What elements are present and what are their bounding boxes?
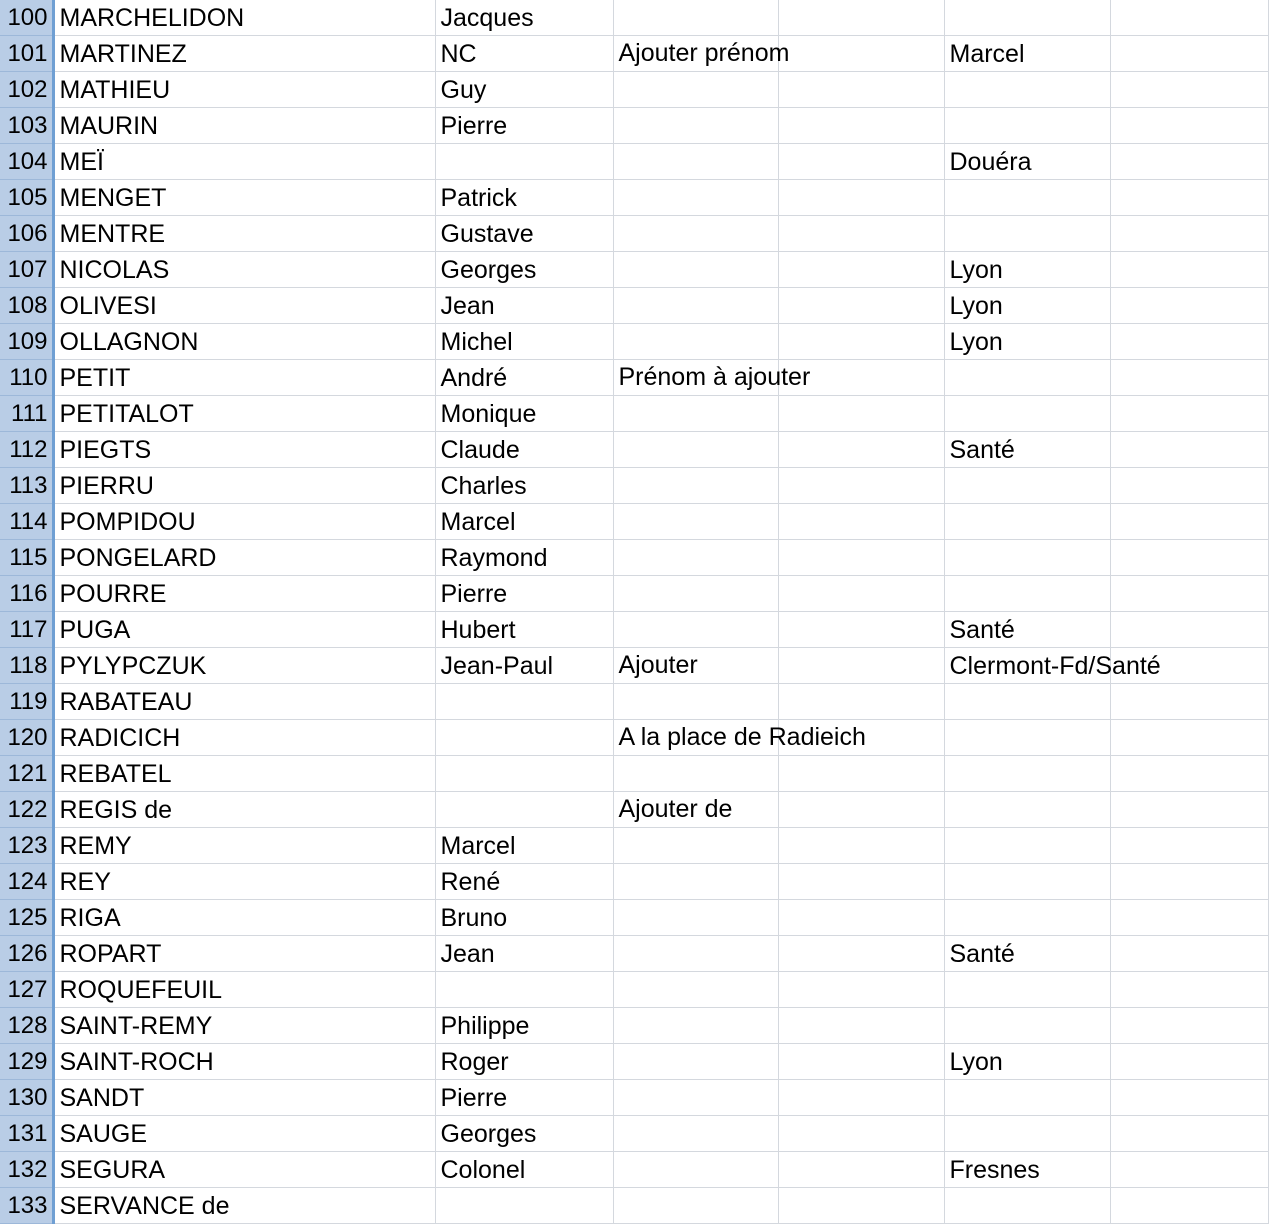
cell-nom[interactable]: SAINT-ROCH: [53, 1044, 435, 1080]
cell-empty[interactable]: [1110, 1008, 1268, 1044]
cell-lieu[interactable]: [944, 756, 1110, 792]
cell-empty[interactable]: [778, 900, 944, 936]
table-row: [0, 396, 1268, 432]
cell-empty[interactable]: [778, 972, 944, 1008]
cell-note[interactable]: [613, 396, 778, 432]
cell-note[interactable]: [613, 180, 778, 216]
cell-note[interactable]: [613, 1044, 778, 1080]
table-row: [0, 36, 1268, 72]
cell-lieu[interactable]: [944, 792, 1110, 828]
cell-empty[interactable]: [1110, 216, 1268, 252]
cell-empty[interactable]: [1110, 108, 1268, 144]
cell-empty[interactable]: [778, 108, 944, 144]
row-header[interactable]: 121: [0, 756, 53, 792]
cell-note-text: A la place de Radieich: [618, 723, 866, 751]
cell-note-text: Ajouter prénom: [618, 39, 790, 67]
cell-prenom[interactable]: Jacques: [435, 0, 613, 36]
cell-note-text: Ajouter de: [618, 795, 733, 823]
cell-empty[interactable]: [778, 504, 944, 540]
row-header[interactable]: 127: [0, 972, 53, 1008]
table-row: [0, 540, 1268, 576]
cell-lieu[interactable]: [944, 216, 1110, 252]
cell-empty[interactable]: [1110, 468, 1268, 504]
cell-lieu[interactable]: [944, 360, 1110, 396]
cell-note[interactable]: [613, 1080, 778, 1116]
row-header[interactable]: 118: [0, 648, 53, 684]
table-row: [0, 324, 1268, 360]
row-header[interactable]: 128: [0, 1008, 53, 1044]
cell-nom[interactable]: POMPIDOU: [53, 504, 435, 540]
cell-empty[interactable]: [1110, 36, 1268, 72]
cell-empty[interactable]: [1110, 684, 1268, 720]
cell-lieu[interactable]: [944, 900, 1110, 936]
cell-empty[interactable]: [1110, 792, 1268, 828]
cell-nom[interactable]: RABATEAU: [53, 684, 435, 720]
cell-empty[interactable]: [778, 1116, 944, 1152]
cell-nom[interactable]: REMY: [53, 828, 435, 864]
table-row: [0, 720, 1268, 756]
cell-prenom[interactable]: Charles: [435, 468, 613, 504]
row-header[interactable]: 129: [0, 1044, 53, 1080]
cell-prenom[interactable]: Hubert: [435, 612, 613, 648]
row-header[interactable]: 112: [0, 432, 53, 468]
cell-empty[interactable]: [778, 828, 944, 864]
cell-empty[interactable]: [778, 0, 944, 36]
cell-empty[interactable]: [1110, 756, 1268, 792]
cell-empty[interactable]: [778, 180, 944, 216]
cell-lieu[interactable]: [944, 468, 1110, 504]
cell-nom[interactable]: REBATEL: [53, 756, 435, 792]
cell-empty[interactable]: [778, 144, 944, 180]
cell-lieu[interactable]: Lyon: [944, 1044, 1110, 1080]
cell-note-text: Prénom à ajouter: [618, 363, 811, 391]
cell-note[interactable]: [613, 1188, 778, 1224]
table-row: [0, 252, 1268, 288]
cell-lieu[interactable]: Marcel: [944, 36, 1110, 72]
table-row: [0, 864, 1268, 900]
cell-empty[interactable]: [1110, 432, 1268, 468]
table-row: [0, 144, 1268, 180]
cell-note[interactable]: [613, 792, 778, 828]
cell-lieu[interactable]: [944, 504, 1110, 540]
cell-empty[interactable]: [1110, 576, 1268, 612]
cell-empty[interactable]: [1110, 1188, 1268, 1224]
cell-nom[interactable]: PIEGTS: [53, 432, 435, 468]
table-row: [0, 180, 1268, 216]
cell-prenom[interactable]: Roger: [435, 1044, 613, 1080]
cell-note[interactable]: [613, 216, 778, 252]
cell-prenom[interactable]: Jean-Paul: [435, 648, 613, 684]
table-row: [0, 756, 1268, 792]
cell-empty[interactable]: [778, 432, 944, 468]
cell-prenom[interactable]: [435, 792, 613, 828]
row-header[interactable]: 110: [0, 360, 53, 396]
cell-nom[interactable]: SAINT-REMY: [53, 1008, 435, 1044]
cell-note[interactable]: [613, 576, 778, 612]
row-header[interactable]: 100: [0, 0, 53, 36]
cell-lieu[interactable]: Lyon: [944, 252, 1110, 288]
cell-empty[interactable]: [778, 1188, 944, 1224]
cell-prenom[interactable]: NC: [435, 36, 613, 72]
cell-empty[interactable]: [778, 792, 944, 828]
row-header[interactable]: 115: [0, 540, 53, 576]
row-header[interactable]: 130: [0, 1080, 53, 1116]
table-row: [0, 1152, 1268, 1188]
cell-empty[interactable]: [778, 864, 944, 900]
cell-empty[interactable]: [778, 396, 944, 432]
cell-nom[interactable]: RIGA: [53, 900, 435, 936]
cell-empty[interactable]: [1110, 900, 1268, 936]
cell-empty[interactable]: [778, 252, 944, 288]
cell-lieu[interactable]: [944, 1008, 1110, 1044]
cell-prenom[interactable]: René: [435, 864, 613, 900]
cell-nom[interactable]: MARTINEZ: [53, 36, 435, 72]
cell-lieu[interactable]: Santé: [944, 612, 1110, 648]
row-header[interactable]: 113: [0, 468, 53, 504]
cell-note[interactable]: [613, 828, 778, 864]
table-row: [0, 900, 1268, 936]
row-header[interactable]: 109: [0, 324, 53, 360]
cell-nom[interactable]: PETITALOT: [53, 396, 435, 432]
cell-empty[interactable]: [1110, 612, 1268, 648]
cell-lieu[interactable]: [944, 720, 1110, 756]
cell-nom[interactable]: OLIVESI: [53, 288, 435, 324]
cell-prenom[interactable]: Marcel: [435, 828, 613, 864]
cell-empty[interactable]: [778, 756, 944, 792]
cell-empty[interactable]: [778, 1152, 944, 1188]
cell-empty[interactable]: [1110, 396, 1268, 432]
cell-empty[interactable]: [778, 540, 944, 576]
cell-empty[interactable]: [778, 612, 944, 648]
cell-nom[interactable]: REY: [53, 864, 435, 900]
cell-note[interactable]: [613, 900, 778, 936]
cell-empty[interactable]: [778, 648, 944, 684]
cell-empty[interactable]: [778, 72, 944, 108]
cell-note[interactable]: [613, 972, 778, 1008]
cell-nom[interactable]: ROQUEFEUIL: [53, 972, 435, 1008]
cell-lieu[interactable]: [944, 0, 1110, 36]
cell-prenom[interactable]: André: [435, 360, 613, 396]
cell-nom[interactable]: MEÏ: [53, 144, 435, 180]
table-row: [0, 468, 1268, 504]
cell-empty[interactable]: [1110, 252, 1268, 288]
cell-note[interactable]: [613, 504, 778, 540]
cell-note[interactable]: [613, 612, 778, 648]
cell-empty[interactable]: [778, 1008, 944, 1044]
cell-empty[interactable]: [1110, 972, 1268, 1008]
table-row: [0, 612, 1268, 648]
row-header[interactable]: 102: [0, 72, 53, 108]
cell-prenom[interactable]: Raymond: [435, 540, 613, 576]
cell-empty[interactable]: [1110, 1116, 1268, 1152]
cell-note[interactable]: [613, 108, 778, 144]
table-row: [0, 1116, 1268, 1152]
cell-empty[interactable]: [1110, 864, 1268, 900]
cell-lieu[interactable]: [944, 1188, 1110, 1224]
cell-note[interactable]: [613, 720, 866, 756]
cell-prenom[interactable]: Michel: [435, 324, 613, 360]
cell-empty[interactable]: [1110, 1044, 1268, 1080]
table-row: [0, 648, 1268, 684]
cell-lieu[interactable]: [944, 1116, 1110, 1152]
cell-nom[interactable]: PYLYPCZUK: [53, 648, 435, 684]
cell-empty[interactable]: [778, 936, 944, 972]
table-row: [0, 0, 1268, 36]
cell-empty[interactable]: [778, 1080, 944, 1116]
cell-empty[interactable]: [778, 216, 944, 252]
cell-nom[interactable]: PETIT: [53, 360, 435, 396]
table-row: [0, 972, 1268, 1008]
row-header[interactable]: 131: [0, 1116, 53, 1152]
cell-empty[interactable]: [1110, 720, 1268, 756]
cell-empty[interactable]: [778, 36, 944, 72]
row-header[interactable]: 104: [0, 144, 53, 180]
table-row: [0, 576, 1268, 612]
cell-lieu[interactable]: Santé: [944, 936, 1110, 972]
cell-note[interactable]: [613, 1116, 778, 1152]
cell-note[interactable]: [613, 72, 778, 108]
cell-lieu[interactable]: [944, 108, 1110, 144]
cell-note[interactable]: [613, 1152, 778, 1188]
table-row: [0, 684, 1268, 720]
cell-empty[interactable]: [778, 684, 944, 720]
cell-lieu[interactable]: [944, 396, 1110, 432]
cell-empty[interactable]: [1110, 324, 1268, 360]
row-header[interactable]: 107: [0, 252, 53, 288]
cell-prenom[interactable]: Patrick: [435, 180, 613, 216]
table-row: [0, 216, 1268, 252]
cell-prenom[interactable]: Gustave: [435, 216, 613, 252]
cell-note[interactable]: [613, 684, 778, 720]
cell-note[interactable]: [613, 468, 778, 504]
row-header[interactable]: 103: [0, 108, 53, 144]
row-header[interactable]: 105: [0, 180, 53, 216]
row-header[interactable]: 124: [0, 864, 53, 900]
cell-lieu[interactable]: [944, 540, 1110, 576]
cell-prenom[interactable]: [435, 144, 613, 180]
table-row: [0, 1080, 1268, 1116]
cell-nom[interactable]: MARCHELIDON: [53, 0, 435, 36]
cell-nom[interactable]: PUGA: [53, 612, 435, 648]
row-header[interactable]: 120: [0, 720, 53, 756]
cell-empty[interactable]: [1110, 0, 1268, 36]
cell-empty[interactable]: [778, 468, 944, 504]
cell-prenom[interactable]: [435, 756, 613, 792]
cell-prenom[interactable]: Monique: [435, 396, 613, 432]
cell-lieu[interactable]: [944, 576, 1110, 612]
cell-prenom[interactable]: Jean: [435, 288, 613, 324]
cell-note[interactable]: [613, 756, 778, 792]
cell-note[interactable]: [613, 360, 811, 396]
cell-nom[interactable]: MAURIN: [53, 108, 435, 144]
cell-prenom[interactable]: [435, 684, 613, 720]
table-row: [0, 108, 1268, 144]
cell-empty[interactable]: [778, 324, 944, 360]
cell-nom[interactable]: PIERRU: [53, 468, 435, 504]
cell-nom[interactable]: MENTRE: [53, 216, 435, 252]
cell-note[interactable]: [613, 432, 778, 468]
cell-prenom[interactable]: Georges: [435, 252, 613, 288]
cell-prenom[interactable]: [435, 1188, 613, 1224]
table-row: [0, 792, 1268, 828]
cell-empty[interactable]: [1110, 504, 1268, 540]
cell-lieu[interactable]: Fresnes: [944, 1152, 1110, 1188]
table-row: [0, 72, 1268, 108]
cell-empty[interactable]: [778, 288, 944, 324]
cell-note[interactable]: [613, 1008, 778, 1044]
table-row: [0, 936, 1268, 972]
cell-nom[interactable]: MENGET: [53, 180, 435, 216]
row-header[interactable]: 111: [0, 396, 53, 432]
cell-prenom[interactable]: Pierre: [435, 576, 613, 612]
cell-nom[interactable]: SERVANCE de: [53, 1188, 435, 1224]
cell-empty[interactable]: [1110, 72, 1268, 108]
cell-prenom[interactable]: Guy: [435, 72, 613, 108]
row-header[interactable]: 123: [0, 828, 53, 864]
cell-lieu[interactable]: Lyon: [944, 324, 1110, 360]
cell-nom[interactable]: OLLAGNON: [53, 324, 435, 360]
cell-lieu[interactable]: [944, 864, 1110, 900]
cell-nom[interactable]: REGIS de: [53, 792, 435, 828]
row-header[interactable]: 106: [0, 216, 53, 252]
table-row: [0, 504, 1268, 540]
cell-lieu[interactable]: [944, 684, 1110, 720]
table-row: [0, 1044, 1268, 1080]
cell-nom[interactable]: RADICICH: [53, 720, 435, 756]
row-header[interactable]: 132: [0, 1152, 53, 1188]
cell-nom[interactable]: PONGELARD: [53, 540, 435, 576]
row-header[interactable]: 119: [0, 684, 53, 720]
cell-lieu[interactable]: Douéra: [944, 144, 1110, 180]
row-header[interactable]: 101: [0, 36, 53, 72]
cell-note[interactable]: [613, 540, 778, 576]
cell-nom[interactable]: ROPART: [53, 936, 435, 972]
cell-note[interactable]: [613, 648, 778, 684]
cell-empty[interactable]: [1110, 1152, 1268, 1188]
cell-empty[interactable]: [1110, 360, 1268, 396]
cell-lieu[interactable]: [944, 828, 1110, 864]
cell-lieu[interactable]: [944, 72, 1110, 108]
cell-prenom[interactable]: [435, 720, 613, 756]
cell-note[interactable]: [613, 324, 778, 360]
cell-lieu[interactable]: Lyon: [944, 288, 1110, 324]
cell-empty[interactable]: [1110, 144, 1268, 180]
cell-note-text: Ajouter: [618, 651, 698, 679]
cell-lieu[interactable]: [944, 180, 1110, 216]
cell-prenom[interactable]: Jean: [435, 936, 613, 972]
row-header[interactable]: 122: [0, 792, 53, 828]
row-header[interactable]: 114: [0, 504, 53, 540]
cell-note[interactable]: [613, 288, 778, 324]
table-row: [0, 1008, 1268, 1044]
cell-note[interactable]: [613, 144, 778, 180]
cell-note[interactable]: [613, 36, 790, 72]
cell-prenom[interactable]: Philippe: [435, 1008, 613, 1044]
row-header[interactable]: 133: [0, 1188, 53, 1224]
row-header[interactable]: 125: [0, 900, 53, 936]
cell-nom[interactable]: SEGURA: [53, 1152, 435, 1188]
cell-empty[interactable]: [1110, 936, 1268, 972]
row-header[interactable]: 116: [0, 576, 53, 612]
cell-empty[interactable]: [1110, 828, 1268, 864]
cell-prenom[interactable]: Claude: [435, 432, 613, 468]
cell-prenom[interactable]: Marcel: [435, 504, 613, 540]
cell-empty[interactable]: [1110, 288, 1268, 324]
cell-nom[interactable]: POURRE: [53, 576, 435, 612]
cell-nom[interactable]: SANDT: [53, 1080, 435, 1116]
row-header[interactable]: 126: [0, 936, 53, 972]
cell-note[interactable]: [613, 252, 778, 288]
cell-lieu[interactable]: Clermont-Fd/Santé: [944, 648, 1110, 684]
cell-prenom[interactable]: Pierre: [435, 1080, 613, 1116]
cell-empty[interactable]: [1110, 1080, 1268, 1116]
row-header[interactable]: 108: [0, 288, 53, 324]
cell-note[interactable]: [613, 0, 778, 36]
cell-prenom[interactable]: Pierre: [435, 108, 613, 144]
table-row: [0, 360, 1268, 396]
table-row: [0, 1188, 1268, 1224]
cell-note[interactable]: [613, 936, 778, 972]
cell-prenom[interactable]: Colonel: [435, 1152, 613, 1188]
cell-lieu[interactable]: Santé: [944, 432, 1110, 468]
cell-empty[interactable]: [1110, 180, 1268, 216]
cell-lieu[interactable]: [944, 1080, 1110, 1116]
cell-nom[interactable]: NICOLAS: [53, 252, 435, 288]
cell-note[interactable]: [613, 864, 778, 900]
cell-prenom[interactable]: Bruno: [435, 900, 613, 936]
cell-nom[interactable]: SAUGE: [53, 1116, 435, 1152]
cell-empty[interactable]: [778, 576, 944, 612]
cell-nom[interactable]: MATHIEU: [53, 72, 435, 108]
row-header[interactable]: 117: [0, 612, 53, 648]
table-row: [0, 432, 1268, 468]
cell-prenom[interactable]: [435, 972, 613, 1008]
table-row: [0, 828, 1268, 864]
cell-empty[interactable]: [1110, 540, 1268, 576]
table-row: [0, 288, 1268, 324]
cell-lieu[interactable]: [944, 972, 1110, 1008]
cell-empty[interactable]: [778, 1044, 944, 1080]
cell-prenom[interactable]: Georges: [435, 1116, 613, 1152]
